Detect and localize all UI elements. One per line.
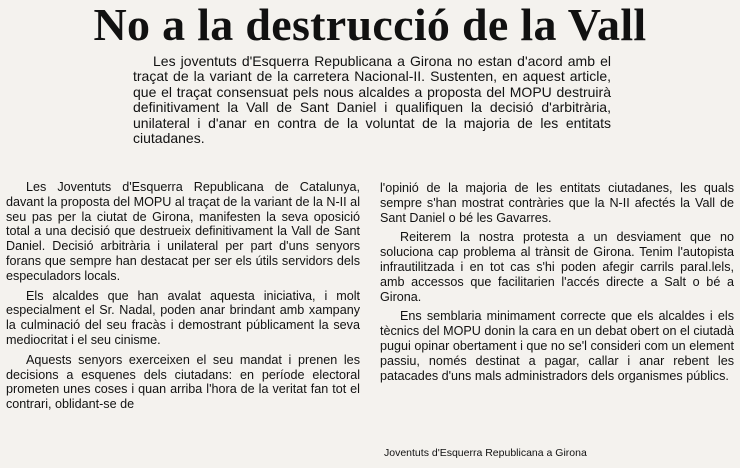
body-paragraph: Ens semblaria minimament correcte que els alcaldes i els tècnics del MOPU donin la cara en un debat obert on el ciutadà pugui opinar obertament i que no se'l consideri com un element passiu, només destinat a pagar, callar i anar rebent les patacades d'uns mals administradors dels organismes públics.: [380, 309, 734, 383]
right-column: [380, 181, 734, 388]
article-signature: Joventuts d'Esquerra Republicana a Girona: [384, 447, 587, 459]
lead-paragraph: Les joventuts d'Esquerra Republicana a Girona no estan d'acord amb el traçat de la variant de la carretera Nacional-II. Sustenten, en aquest article, que el traçat consensuat pels nous alcaldes a proposta del MOPU destruirà definitivament la Vall de Sant Daniel i qualifiquen la decisió d'arbitrària, unilateral i d'anar en contra de la voluntat de la majoria de les entitats ciutadanes.: [133, 53, 611, 147]
body-paragraph: Reiterem la nostra protesta a un desviament que no soluciona cap problema al trànsit de Girona. Tenim l'autopista infrautilitzada i en tot cas s'hi poden afegir carrils paral.lels, amb accessos que facilitarien l'accés directe a Salt o bé a Girona.: [380, 230, 734, 304]
article-lead: [133, 54, 611, 146]
body-paragraph: Aquests senyors exerceixen el seu mandat i prenen les decisions a esquenes dels ciutadans: en període electoral prometen unes coses i quan arriba l'hora de la veritat fan tot el contrari, oblidant-se de: [6, 352, 360, 412]
body-paragraph: Els alcaldes que han avalat aquesta iniciativa, i molt especialment el Sr. Nadal, poden anar brindant amb xampany la culminació del seu fracàs i demostrant públicament la seva mediocritat i el seu cinisme.: [6, 288, 360, 347]
article-headline: No a la destrucció de la Vall: [93, 0, 647, 50]
left-column: [6, 180, 360, 417]
body-paragraph: Les Joventuts d'Esquerra Republicana de Catalunya, davant la proposta del MOPU al traçat de la variant de la N-II al seu pas per la ciutat de Girona, manifesten la seva oposició total a una decisió que destrueix definitivament la Vall de Sant Daniel. Decisió arbitrària i unilateral per part d'uns senyors forans que sempre han destacat per ser els útils servidors dels especuladors locals.: [6, 180, 360, 283]
body-paragraph-continuation: l'opinió de la majoria de les entitats ciutadanes, les quals sempre s'han mostrat contràries que la N-II afectés la Vall de Sant Daniel o bé les Gavarres.: [380, 181, 734, 225]
